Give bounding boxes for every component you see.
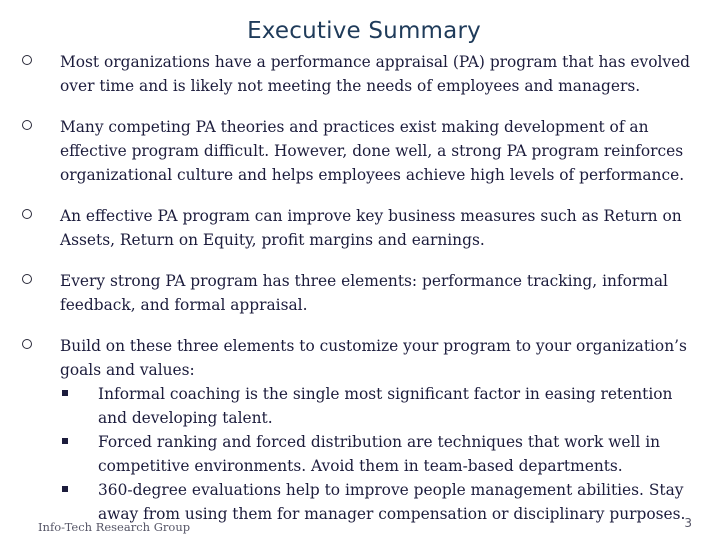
sub-bullet-text: 360-degree evaluations help to improve people management abilities. Stay away from using them for manager compensation or disciplinary purposes. xyxy=(98,481,686,523)
hollow-circle-bullet-icon xyxy=(22,209,32,219)
hollow-circle-bullet-icon xyxy=(22,120,32,130)
page-number: 3 xyxy=(684,516,692,530)
slide-title: Executive Summary xyxy=(247,18,481,44)
bullet-item xyxy=(0,269,728,317)
square-bullet-icon xyxy=(62,486,68,492)
bullet-text: Most organizations have a performance appraisal (PA) program that has evolved over time and is likely not meeting the needs of employees and managers. xyxy=(60,53,691,95)
hollow-circle-bullet-icon xyxy=(22,274,32,284)
bullet-item xyxy=(0,334,728,382)
bullet-list xyxy=(0,50,728,526)
hollow-circle-bullet-icon xyxy=(22,55,32,65)
square-bullet-icon xyxy=(62,438,68,444)
footer-text: Info-Tech Research Group xyxy=(38,520,191,534)
bullet-text: Build on these three elements to customize your program to your organization’s goals and values: xyxy=(60,337,687,379)
bullet-item xyxy=(0,50,728,98)
hollow-circle-bullet-icon xyxy=(22,339,32,349)
sub-bullet-item xyxy=(60,478,728,526)
sub-bullet-text: Forced ranking and forced distribution are techniques that work well in competitive environments. Avoid them in team-based departments. xyxy=(98,433,661,475)
bullet-text: Many competing PA theories and practices exist making development of an effective program difficult. However, done well, a strong PA program reinforces organizational culture and helps employees achieve high levels of performance. xyxy=(60,118,685,184)
bullet-item xyxy=(0,115,728,187)
square-bullet-icon xyxy=(62,390,68,396)
bullet-text: An effective PA program can improve key business measures such as Return on Assets, Return on Equity, profit margins and earnings. xyxy=(60,207,682,249)
sub-bullet-item xyxy=(60,430,728,478)
bullet-item xyxy=(0,204,728,252)
bullet-text: Every strong PA program has three elements: performance tracking, informal feedback, and formal appraisal. xyxy=(60,272,668,314)
sub-bullet-item xyxy=(60,382,728,430)
sub-bullet-text: Informal coaching is the single most significant factor in easing retention and developing talent. xyxy=(98,385,673,427)
